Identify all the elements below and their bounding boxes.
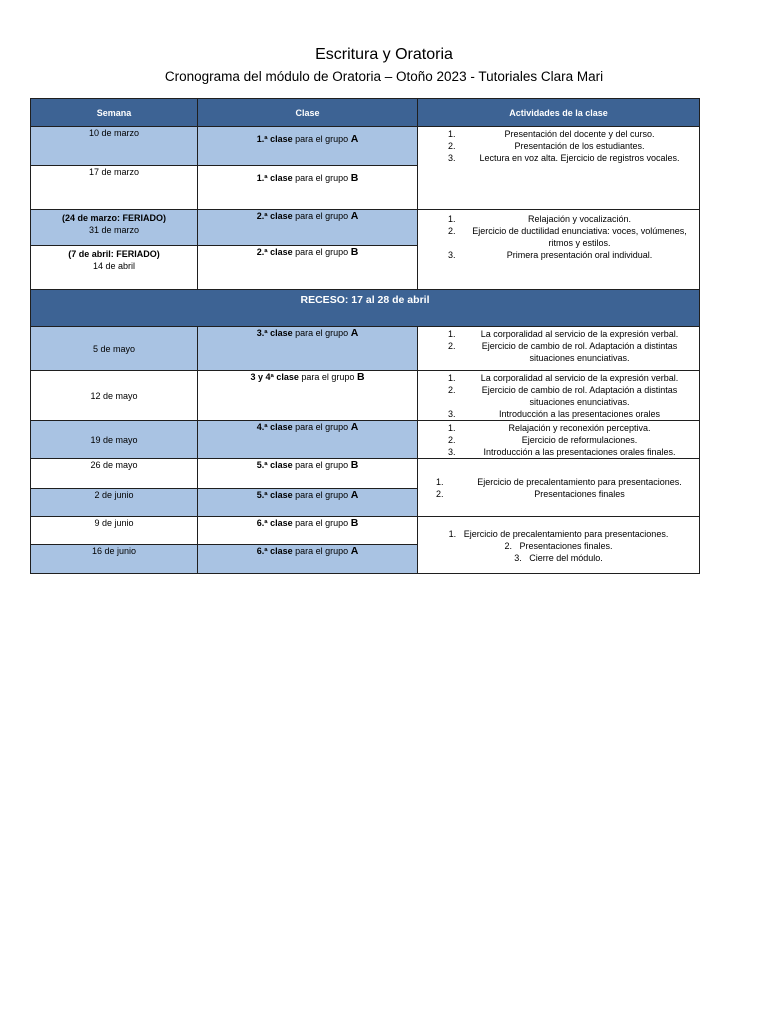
activity-number: 1. (448, 129, 456, 139)
activity-text: Presentación de los estudiantes. (514, 141, 645, 151)
document-subtitle: Cronograma del módulo de Oratoria – Otoño 2023 - Tutoriales Clara Mari (164, 69, 604, 84)
semana-date: 10 de marzo (88, 128, 140, 138)
activity-item (422, 488, 695, 500)
activity-item (422, 128, 695, 140)
activity-number: 1. (448, 373, 456, 383)
activity-number: 2. (448, 341, 456, 351)
activity-item (422, 408, 695, 420)
holiday-note: (7 de abril: FERIADO) (68, 249, 160, 259)
activity-text: Ejercicio de precalentamiento para presentaciones. (477, 477, 682, 487)
activity-text: Cierre del módulo. (529, 552, 603, 563)
clase-number: 2.ª (256, 247, 268, 257)
group-letter: B (350, 246, 359, 258)
semana-cell (31, 327, 198, 371)
activity-number: 2. (448, 385, 456, 395)
activity-item (422, 528, 695, 540)
activity-item (422, 476, 695, 488)
activity-number: 1. (448, 528, 457, 539)
table-row (31, 459, 700, 489)
activity-text: Presentaciones finales. (519, 540, 613, 551)
schedule-table (30, 98, 700, 574)
activity-number: 3. (514, 552, 522, 563)
table-row (31, 421, 700, 459)
activity-number: 2. (448, 435, 456, 445)
clase-number: 2.ª (256, 211, 268, 221)
activity-item (422, 552, 695, 564)
semana-date: 31 de marzo (88, 225, 140, 235)
clase-word: clase (270, 460, 293, 470)
group-letter: A (350, 210, 359, 222)
group-letter: A (350, 545, 359, 557)
clase-word: clase (270, 247, 293, 257)
group-letter: A (350, 133, 359, 145)
clase-number: 1.ª (256, 173, 268, 183)
clase-cell (198, 210, 418, 246)
semana-date: 26 de mayo (90, 460, 138, 470)
semana-cell (31, 210, 198, 246)
semana-cell (31, 371, 198, 421)
activity-number: 3. (448, 447, 456, 457)
table-row (31, 327, 700, 371)
clase-word: clase (270, 490, 293, 500)
activity-item (422, 152, 695, 164)
clase-cell (198, 371, 418, 421)
clase-word: clase (270, 518, 293, 528)
group-letter: A (350, 489, 359, 501)
activity-text: Ejercicio de cambio de rol. Adaptación a distintas situaciones enunciativas. (481, 385, 678, 407)
semana-date: 14 de abril (92, 261, 136, 271)
activity-number: 2. (448, 141, 456, 151)
clase-cell (198, 489, 418, 517)
clase-number: 6.ª (256, 518, 268, 528)
table-row (31, 127, 700, 166)
activity-text: Relajación y vocalización. (527, 214, 632, 224)
clase-word: clase (270, 422, 293, 432)
activity-text: Ejercicio de ductilidad enunciativa: voces, volúmenes, ritmos y estilos. (472, 226, 687, 248)
clase-middle: para el grupo (295, 247, 349, 257)
activity-text: Presentaciones finales (534, 489, 625, 499)
semana-date: 19 de mayo (90, 434, 138, 445)
activity-number: 1. (448, 329, 456, 339)
table-row (31, 371, 700, 421)
clase-cell (198, 421, 418, 459)
clase-number: 3 y 4ª (250, 372, 274, 382)
activities-list (422, 372, 695, 420)
header-semana: Semana (31, 99, 198, 127)
activity-item (422, 372, 695, 384)
table-header-row (31, 99, 700, 127)
activities-cell (418, 459, 700, 517)
semana-cell (31, 246, 198, 290)
clase-middle: para el grupo (295, 211, 349, 221)
clase-cell (198, 166, 418, 210)
clase-number: 5.ª (256, 460, 268, 470)
activity-number: 1. (448, 423, 456, 433)
activities-cell (418, 327, 700, 371)
activity-item (422, 422, 695, 434)
activity-item (422, 328, 695, 340)
semana-cell (31, 127, 198, 166)
clase-middle: para el grupo (295, 328, 349, 338)
activity-number: 3. (448, 250, 456, 260)
semana-cell (31, 545, 198, 574)
clase-cell (198, 327, 418, 371)
clase-number: 4.ª (256, 422, 268, 432)
activities-cell (418, 210, 700, 290)
clase-middle: para el grupo (295, 173, 349, 183)
activities-list (422, 328, 695, 364)
group-letter: A (350, 327, 359, 339)
activity-text: La corporalidad al servicio de la expresión verbal. (480, 329, 679, 339)
clase-cell (198, 246, 418, 290)
activity-text: Ejercicio de precalentamiento para presentaciones. (463, 528, 669, 539)
activity-text: Introducción a las presentaciones orales (498, 409, 661, 419)
activity-text: La corporalidad al servicio de la expresión verbal. (480, 373, 679, 383)
activity-item (422, 140, 695, 152)
activities-list (422, 213, 695, 261)
activities-cell (418, 127, 700, 210)
clase-number: 5.ª (256, 490, 268, 500)
activity-text: Presentación del docente y del curso. (504, 129, 655, 139)
header-actividades: Actividades de la clase (418, 99, 700, 127)
group-letter: B (350, 517, 359, 529)
activity-number: 3. (448, 409, 456, 419)
table-row (31, 210, 700, 246)
clase-word: clase (270, 173, 293, 183)
activity-number: 1. (448, 214, 456, 224)
clase-word: clase (270, 211, 293, 221)
clase-middle: para el grupo (295, 422, 349, 432)
clase-middle: para el grupo (295, 518, 349, 528)
activities-list (422, 528, 695, 564)
activity-item (422, 340, 695, 364)
activity-text: Ejercicio de reformulaciones. (521, 435, 638, 445)
activity-number: 3. (448, 153, 456, 163)
activities-list (422, 422, 695, 458)
activity-text: Relajación y reconexión perceptiva. (508, 423, 651, 433)
clase-middle: para el grupo (295, 460, 349, 470)
activity-text: Ejercicio de cambio de rol. Adaptación a distintas situaciones enunciativas. (481, 341, 678, 363)
activities-list (422, 476, 695, 500)
semana-date: 17 de marzo (88, 167, 140, 177)
semana-cell (31, 166, 198, 210)
activities-list (422, 128, 695, 164)
group-letter: A (350, 421, 359, 433)
activity-item (422, 249, 695, 261)
semana-date: 9 de junio (94, 518, 134, 528)
document-title: Escritura y Oratoria (315, 46, 453, 63)
clase-cell (198, 459, 418, 489)
semana-cell (31, 489, 198, 517)
semana-cell (31, 421, 198, 459)
clase-number: 1.ª (256, 134, 268, 144)
activity-text: Lectura en voz alta. Ejercicio de registros vocales. (479, 153, 680, 163)
activity-number: 2. (504, 540, 512, 551)
semana-cell (31, 517, 198, 545)
clase-word: clase (270, 134, 293, 144)
clase-cell (198, 517, 418, 545)
clase-middle: para el grupo (301, 372, 355, 382)
clase-number: 3.ª (256, 328, 268, 338)
activities-cell (418, 371, 700, 421)
clase-middle: para el grupo (295, 490, 349, 500)
activity-item (422, 540, 695, 552)
holiday-note: (24 de marzo: FERIADO) (61, 213, 166, 223)
activity-item (422, 384, 695, 408)
header-clase: Clase (198, 99, 418, 127)
activity-item (422, 446, 695, 458)
clase-middle: para el grupo (295, 546, 349, 556)
activity-number: 2. (436, 489, 444, 499)
clase-cell (198, 127, 418, 166)
activities-cell (418, 517, 700, 574)
semana-cell (31, 459, 198, 489)
activity-item (422, 434, 695, 446)
semana-date: 2 de junio (94, 490, 134, 500)
clase-word: clase (270, 328, 293, 338)
activities-cell (418, 421, 700, 459)
activity-item (422, 225, 695, 249)
group-letter: B (356, 371, 365, 383)
semana-date: 16 de junio (91, 546, 137, 556)
semana-date: 5 de mayo (92, 343, 136, 354)
activity-number: 2. (448, 226, 456, 236)
clase-middle: para el grupo (295, 134, 349, 144)
activity-number: 1. (436, 477, 444, 487)
clase-cell (198, 545, 418, 574)
activity-text: Primera presentación oral individual. (506, 250, 653, 260)
clase-number: 6.ª (256, 546, 268, 556)
recess-banner: RECESO: 17 al 28 de abril (31, 290, 700, 327)
group-letter: B (350, 172, 359, 184)
semana-date: 12 de mayo (90, 390, 138, 401)
clase-word: clase (276, 372, 299, 382)
table-row (31, 290, 700, 327)
activity-text: Introducción a las presentaciones orales finales. (483, 447, 676, 457)
clase-word: clase (270, 546, 293, 556)
group-letter: B (350, 459, 359, 471)
activity-item (422, 213, 695, 225)
table-row (31, 517, 700, 545)
